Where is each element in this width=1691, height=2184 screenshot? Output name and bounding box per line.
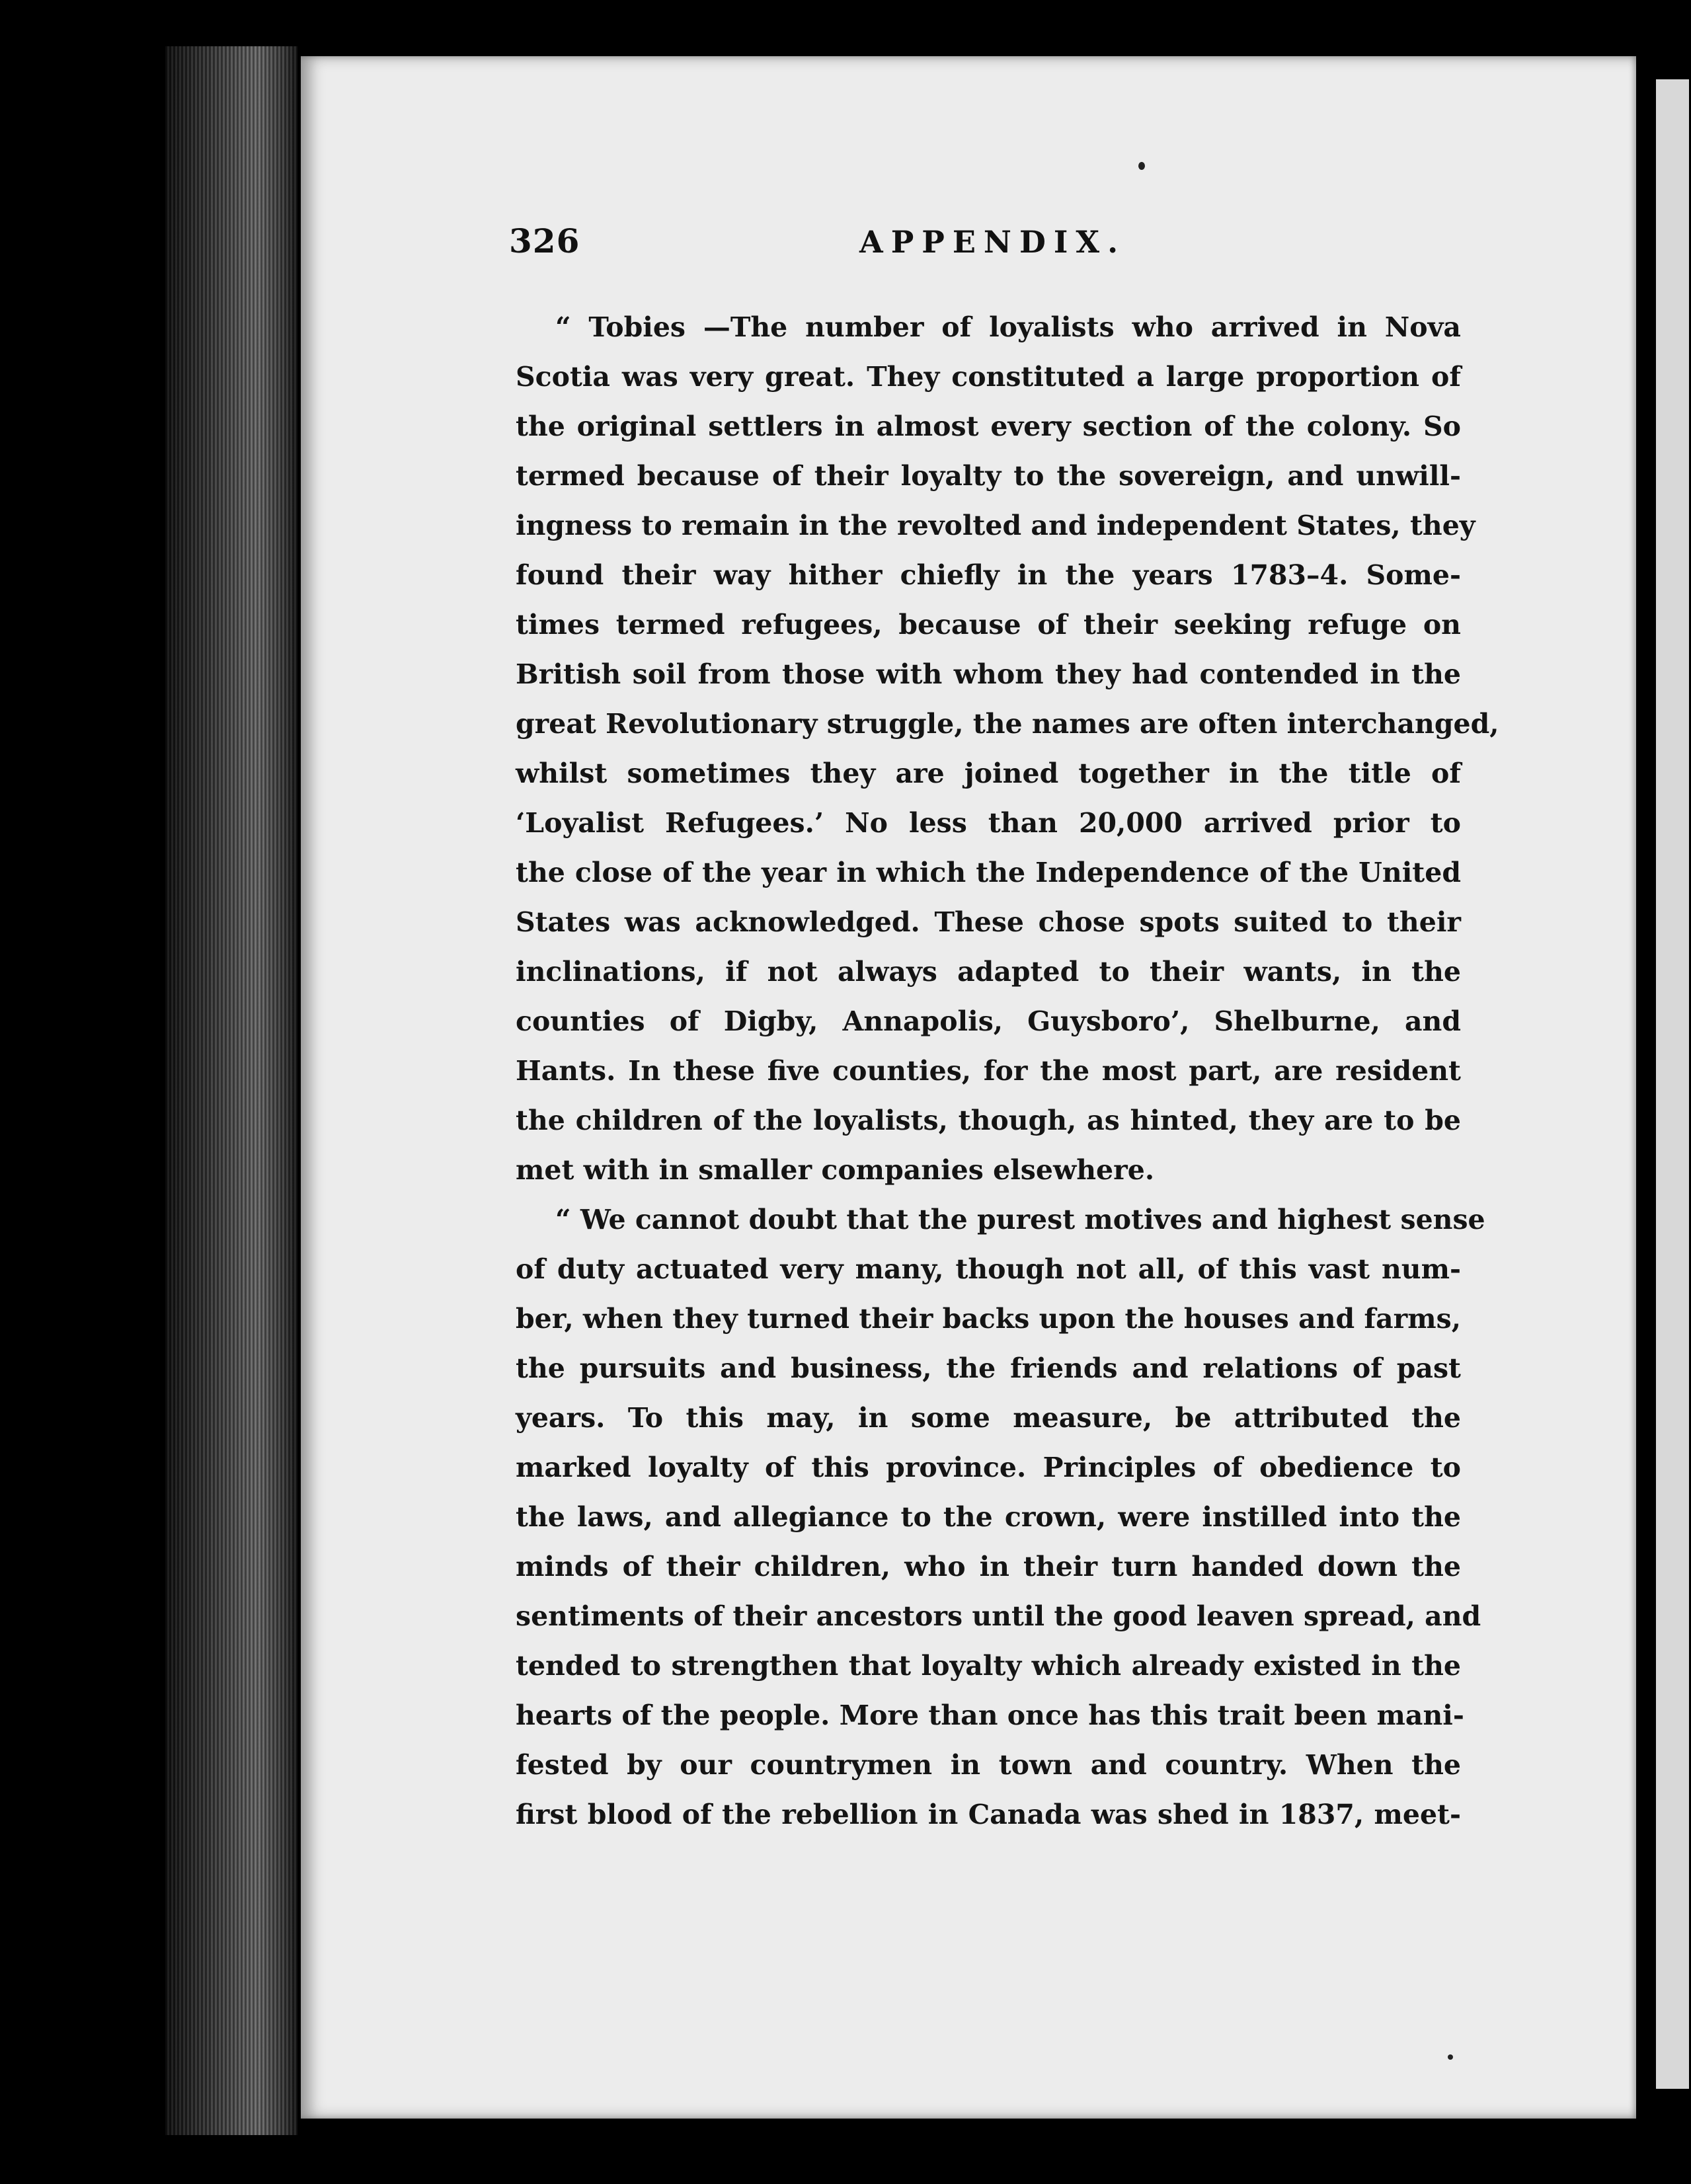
text-line: years. To this may, in some measure, be attributed the — [516, 1402, 1461, 1434]
text-line: first blood of the rebellion in Canada was shed in 1837, meet- — [516, 1799, 1461, 1830]
text-line: ‘Loyalist Refugees.’ No less than 20,000 arrived prior to — [516, 807, 1461, 839]
text-line: counties of Digby, Annapolis, Guysboro’, Shelburne, and — [516, 1005, 1461, 1037]
text-line: States was acknowledged. These chose spots suited to their — [516, 906, 1461, 938]
text-line: minds of their children, who in their turn handed down the — [516, 1551, 1461, 1582]
ink-speck — [1138, 162, 1145, 170]
paragraph — [516, 303, 1499, 1195]
text-line: times termed refugees, because of their seeking refuge on — [516, 609, 1461, 641]
text-line: sentiments of their ancestors until the good leaven spread, and — [516, 1600, 1481, 1632]
text-line: the close of the year in which the Independence of the United — [516, 857, 1461, 888]
text-line: British soil from those with whom they had contended in the — [516, 658, 1461, 690]
text-line: the pursuits and business, the friends and relations of past — [516, 1352, 1461, 1384]
text-line: Hants. In these five counties, for the most part, are resident — [516, 1055, 1461, 1087]
running-head: APPENDIX. — [859, 224, 1126, 260]
text-line: ingness to remain in the revolted and independent States, they — [516, 510, 1475, 541]
text-line: of duty actuated very many, though not all, of this vast num- — [516, 1253, 1461, 1285]
text-line: whilst sometimes they are joined together in the title of — [516, 758, 1461, 789]
paragraph — [516, 1195, 1485, 1840]
body-text — [516, 303, 1499, 1840]
text-line: marked loyalty of this province. Principles of obedience to — [516, 1452, 1461, 1483]
text-line: “ We cannot doubt that the purest motives and highest sense — [555, 1204, 1485, 1235]
text-line: inclinations, if not always adapted to their wants, in the — [516, 956, 1461, 988]
text-line: fested by our countrymen in town and country. When the — [516, 1749, 1461, 1781]
text-line: ber, when they turned their backs upon the houses and farms, — [516, 1303, 1461, 1335]
book-spine-edge — [165, 46, 297, 2135]
text-line: hearts of the people. More than once has this trait been mani- — [516, 1699, 1464, 1731]
ink-speck — [1448, 2054, 1453, 2060]
text-line: met with in smaller companies elsewhere. — [516, 1154, 1155, 1186]
text-line: the children of the loyalists, though, as hinted, they are to be — [516, 1105, 1461, 1136]
page-number: 326 — [509, 221, 580, 260]
text-line: the laws, and allegiance to the crown, were instilled into the — [516, 1501, 1461, 1533]
text-line: “ Tobies —The number of loyalists who arrived in Nova — [555, 311, 1461, 343]
page-header — [509, 221, 1170, 268]
text-line: Scotia was very great. They constituted a large proportion of — [516, 361, 1461, 393]
text-line: found their way hither chiefly in the years 1783–4. Some- — [516, 559, 1461, 591]
text-line: the original settlers in almost every section of the colony. So — [516, 410, 1461, 442]
text-line: termed because of their loyalty to the sovereign, and unwill- — [516, 460, 1461, 492]
text-line: great Revolutionary struggle, the names are often interchanged, — [516, 708, 1499, 740]
text-line: tended to strengthen that loyalty which already existed in the — [516, 1650, 1461, 1682]
facing-page-edge — [1656, 79, 1689, 2089]
